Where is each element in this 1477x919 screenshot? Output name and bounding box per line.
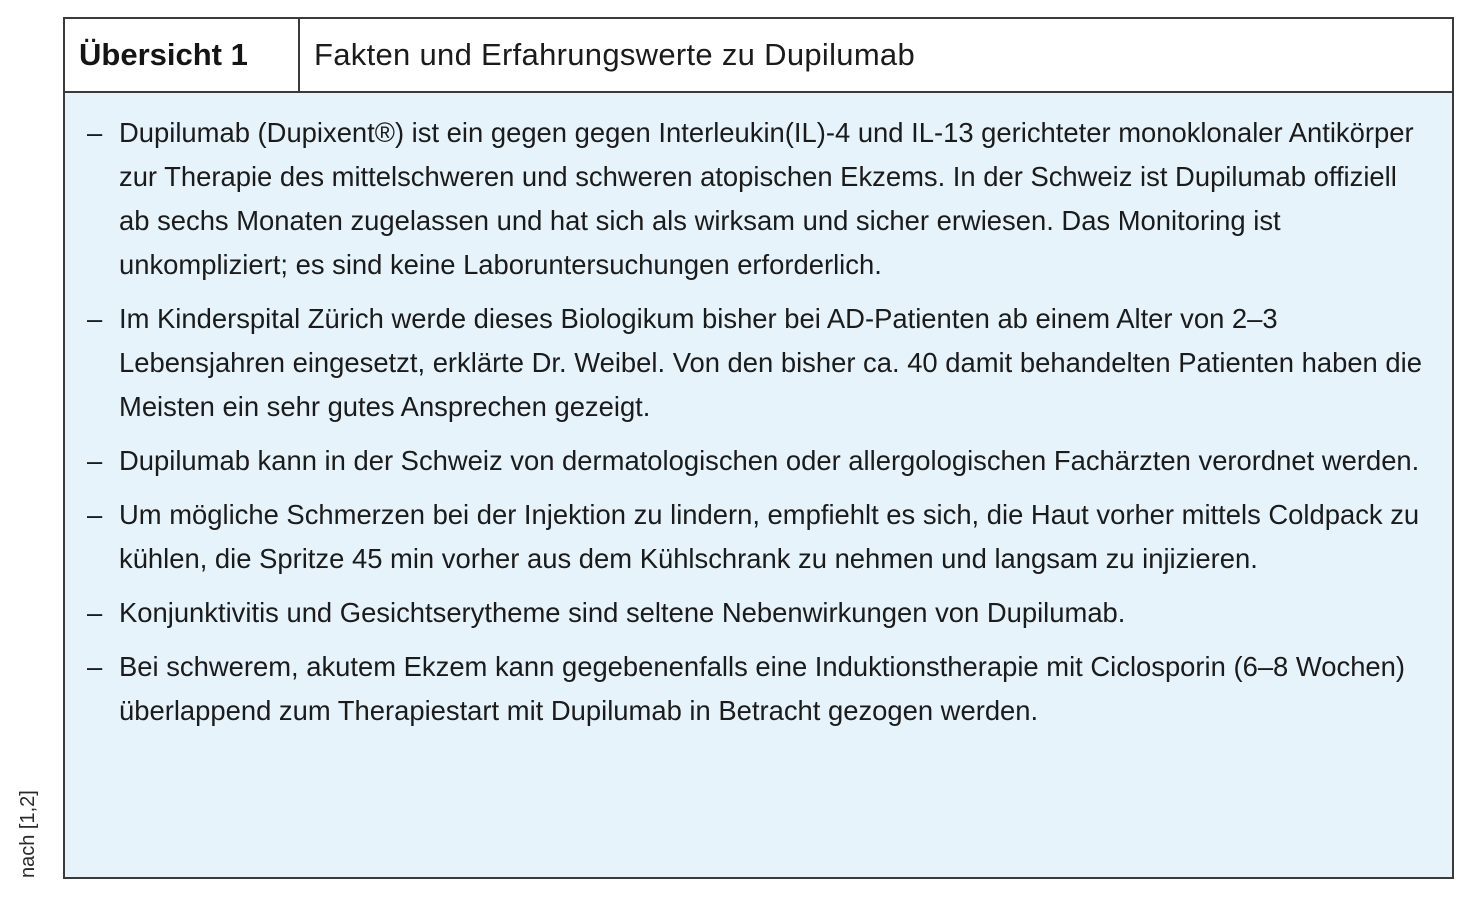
box-header — [65, 19, 1452, 93]
list-item — [87, 111, 1426, 287]
overview-label: Übersicht 1 — [65, 19, 300, 91]
list-item — [87, 591, 1426, 635]
list-item-text: Im Kinderspital Zürich werde dieses Biologikum bisher bei AD-Patienten ab einem Alter von 2–3 Lebensjahren eingesetzt, erklärte Dr. Weibel. Von den bisher ca. 40 damit behandelten Patienten haben die Meisten ein sehr gutes Ansprechen gezeigt. — [119, 303, 1422, 422]
list-item-text: Um mögliche Schmerzen bei der Injektion zu lindern, empfiehlt es sich, die Haut vorher mittels Coldpack zu kühlen, die Spritze 45 min vorher aus dem Kühlschrank zu nehmen und langsam zu injizieren. — [119, 499, 1420, 574]
list-item — [87, 297, 1426, 429]
list-item-text: Dupilumab (Dupixent®) ist ein gegen gegen Interleukin(IL)-4 und IL-13 gerichteter monoklonaler Antikörper zur Therapie des mittelschweren und schweren atopischen Ekzems. In der Schweiz ist Dupilumab offiziell ab sechs Monaten zugelassen und hat sich als wirksam und sicher erwiesen. Das Monitoring ist unkompliziert; es sind keine Laboruntersuchungen erforderlich. — [119, 117, 1414, 280]
bullet-dash: – — [87, 117, 103, 148]
facts-list — [87, 111, 1426, 733]
list-item-text: Bei schwerem, akutem Ekzem kann gegebenenfalls eine Induktionstherapie mit Ciclosporin (6–8 Wochen) überlappend zum Therapiestart mit Dupilumab in Betracht gezogen werden. — [119, 651, 1406, 726]
bullet-dash: – — [87, 303, 103, 334]
bullet-dash: – — [87, 445, 103, 476]
overview-box — [63, 17, 1454, 879]
list-item — [87, 439, 1426, 483]
box-content — [65, 93, 1452, 877]
bullet-dash: – — [87, 651, 103, 682]
list-item — [87, 645, 1426, 733]
bullet-dash: – — [87, 597, 103, 628]
overview-title: Fakten und Erfahrungswerte zu Dupilumab — [314, 37, 916, 72]
source-note: nach [1,2] — [17, 790, 39, 878]
bullet-dash: – — [87, 499, 103, 530]
list-item — [87, 493, 1426, 581]
list-item-text: Dupilumab kann in der Schweiz von dermatologischen oder allergologischen Fachärzten verordnet werden. — [119, 445, 1420, 476]
list-item-text: Konjunktivitis und Gesichtserytheme sind seltene Nebenwirkungen von Dupilumab. — [119, 597, 1126, 628]
